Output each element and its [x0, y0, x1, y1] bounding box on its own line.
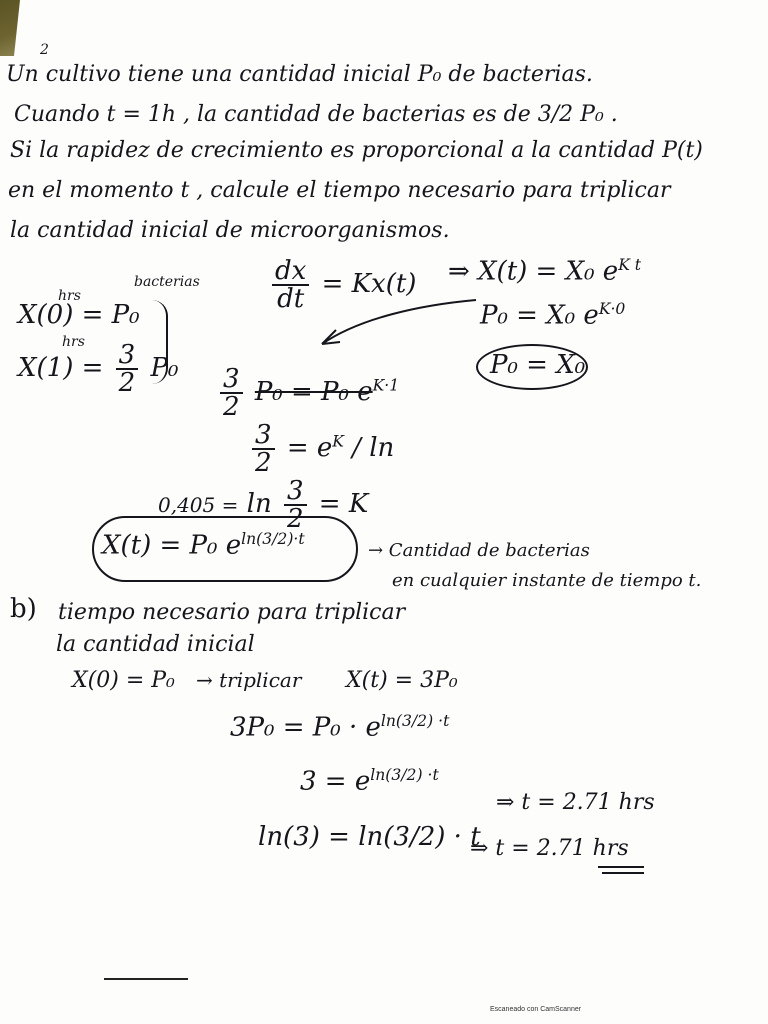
step-2-text: = e — [286, 433, 333, 463]
part-b-triplicar: → triplicar — [196, 668, 302, 692]
part-b-result-1: ⇒ t = 2.71 hrs — [496, 790, 655, 815]
problem-line-3: Si la rapidez de crecimiento es proporcional a la cantidad P(t) — [10, 138, 703, 163]
part-b-xt: X(t) = 3P₀ — [346, 668, 458, 693]
ode-lhs-den: dt — [277, 284, 305, 314]
curved-arrow-head — [322, 330, 340, 344]
part-b-eq-3: ln(3) = ln(3/2) · t — [258, 822, 481, 852]
part-b-title-2: la cantidad inicial — [56, 632, 255, 657]
ode-solution-exp: K t — [618, 256, 642, 274]
p0-equation-exp: K·0 — [598, 300, 626, 318]
ode-solution-text: ⇒ X(t) = X₀ e — [448, 256, 619, 287]
part-b-x0: X(0) = P₀ — [72, 668, 175, 693]
fraction-denominator: 2 — [118, 368, 136, 398]
hrs-label-1: hrs — [62, 334, 85, 350]
p0-x0: P₀ = X₀ — [490, 350, 586, 380]
step-3-k: = K — [318, 489, 369, 519]
fraction-denominator: 2 — [223, 392, 240, 422]
general-note-1: → Cantidad de bacterias — [368, 540, 590, 561]
fraction-numerator: 3 — [220, 366, 243, 394]
part-b-eq-2-exp: ln(3/2) ·t — [370, 766, 439, 784]
ode-rhs: = Kx(t) — [321, 269, 417, 299]
general-note-2: en cualquier instante de tiempo t. — [392, 570, 702, 591]
given-x0: X(0) = P₀ — [18, 300, 140, 330]
step-3-ln: ln — [246, 489, 272, 519]
general-solution-text: X(t) = P₀ e — [102, 530, 242, 561]
fraction-numerator: 3 — [252, 422, 275, 450]
bottom-rule — [104, 978, 188, 980]
bacterias-label: bacterias — [134, 274, 200, 290]
step-3-value: 0,405 = — [158, 493, 239, 517]
problem-line-2: Cuando t = 1h , la cantidad de bacterias es de 3/2 P₀ . — [14, 102, 618, 127]
page-number: 2 — [40, 42, 49, 58]
step-2-ln: / ln — [352, 433, 395, 463]
p0-equation-text: P₀ = X₀ e — [480, 300, 599, 331]
step-2-exp: K — [332, 432, 344, 451]
general-solution-exp: ln(3/2)·t — [241, 530, 305, 548]
fraction-denominator: 2 — [286, 504, 304, 534]
part-b-title-1: tiempo necesario para triplicar — [58, 600, 406, 625]
part-b-eq-1-exp: ln(3/2) ·t — [380, 712, 450, 730]
scanner-footer: Escaneado con CamScanner — [490, 1006, 582, 1013]
part-b-label: b) — [10, 594, 37, 624]
problem-line-1: Un cultivo tiene una cantidad inicial P₀ de bacterias. — [6, 62, 593, 87]
fraction-numerator: 3 — [284, 478, 307, 506]
step-1-exp: K·1 — [372, 376, 400, 395]
hrs-label-0: hrs — [58, 288, 81, 304]
fraction-denominator: 2 — [255, 448, 272, 478]
step-1-text: P₀ = P₀ e — [254, 377, 373, 407]
problem-line-4: en el momento t , calcule el tiempo necesario para triplicar — [8, 178, 671, 203]
fraction-numerator: 3 — [116, 342, 139, 370]
ode-lhs-num: dx — [272, 258, 309, 286]
given-x1-right: P₀ — [150, 353, 179, 383]
part-b-eq-2-text: 3 = e — [300, 766, 371, 797]
curved-arrow — [322, 300, 476, 344]
given-x1-left: X(1) = — [18, 353, 104, 383]
part-b-result-2: ⇒ t = 2.71 hrs — [470, 836, 629, 861]
problem-line-5: la cantidad inicial de microorganismos. — [10, 218, 450, 243]
part-b-eq-1-text: 3P₀ = P₀ · e — [230, 712, 381, 743]
